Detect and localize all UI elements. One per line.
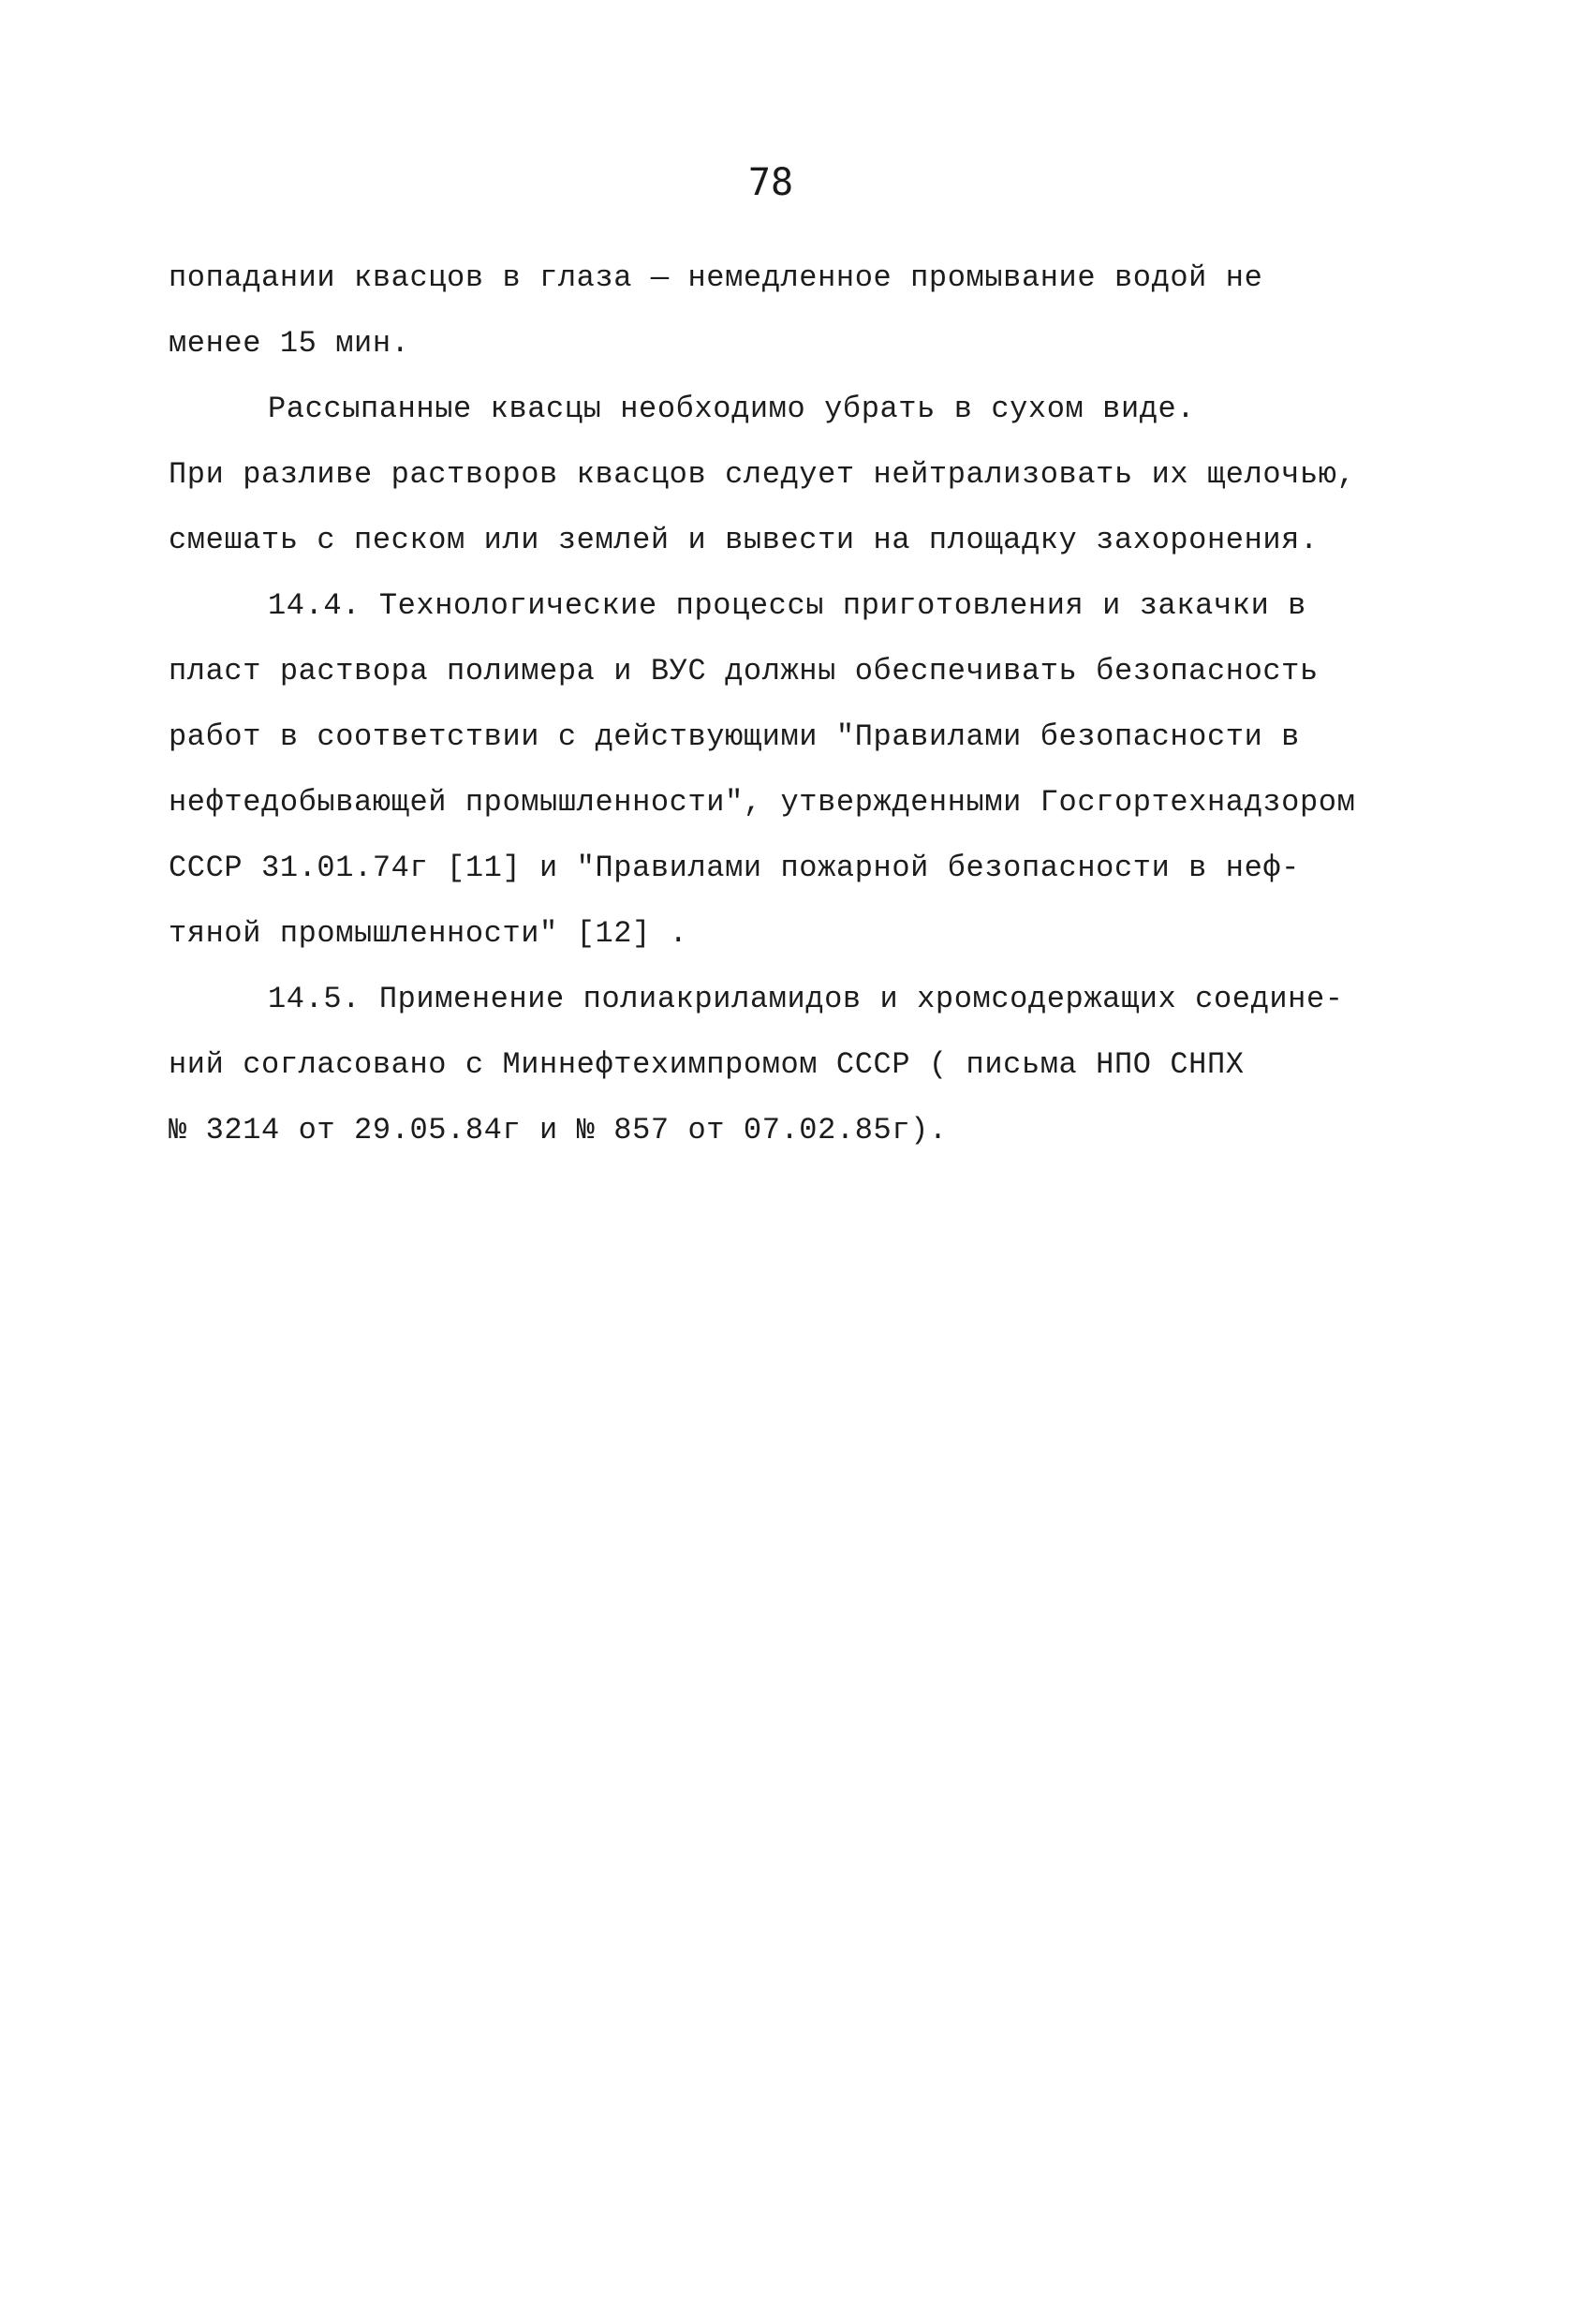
- text-line-11: тяной промышленности" [12] .: [169, 916, 688, 951]
- text-line-8: работ в соответствии с действующими "Правилами безопасности в: [169, 719, 1300, 754]
- text-line-5: смешать с песком или землей и вывести на площадку захоронения.: [169, 523, 1319, 557]
- text-line-1: попадании квасцов в глаза — немедленное промывание водой не: [169, 260, 1263, 295]
- page-number: 78: [747, 161, 794, 204]
- text-line-6: 14.4. Технологические процессы приготовления и закачки в: [268, 588, 1306, 623]
- text-line-4: При разливе растворов квасцов следует нейтрализовать их щелочью,: [169, 457, 1356, 492]
- text-line-14: № 3214 от 29.05.84г и № 857 от 07.02.85г).: [169, 1113, 948, 1147]
- text-line-9: нефтедобывающей промышленности", утвержденными Госгортехнадзором: [169, 785, 1356, 820]
- text-line-10: СССР 31.01.74г [11] и "Правилами пожарной безопасности в неф-: [169, 851, 1300, 885]
- text-line-12: 14.5. Применение полиакриламидов и хромсодержащих соедине-: [268, 982, 1344, 1016]
- text-line-2: менее 15 мин.: [169, 326, 410, 361]
- text-line-13: ний согласовано с Миннефтехимпромом СССР ( письма НПО СНПХ: [169, 1047, 1245, 1082]
- text-line-7: пласт раствора полимера и ВУС должны обеспечивать безопасность: [169, 654, 1319, 688]
- text-line-3: Рассыпанные квасцы необходимо убрать в сухом виде.: [268, 392, 1196, 426]
